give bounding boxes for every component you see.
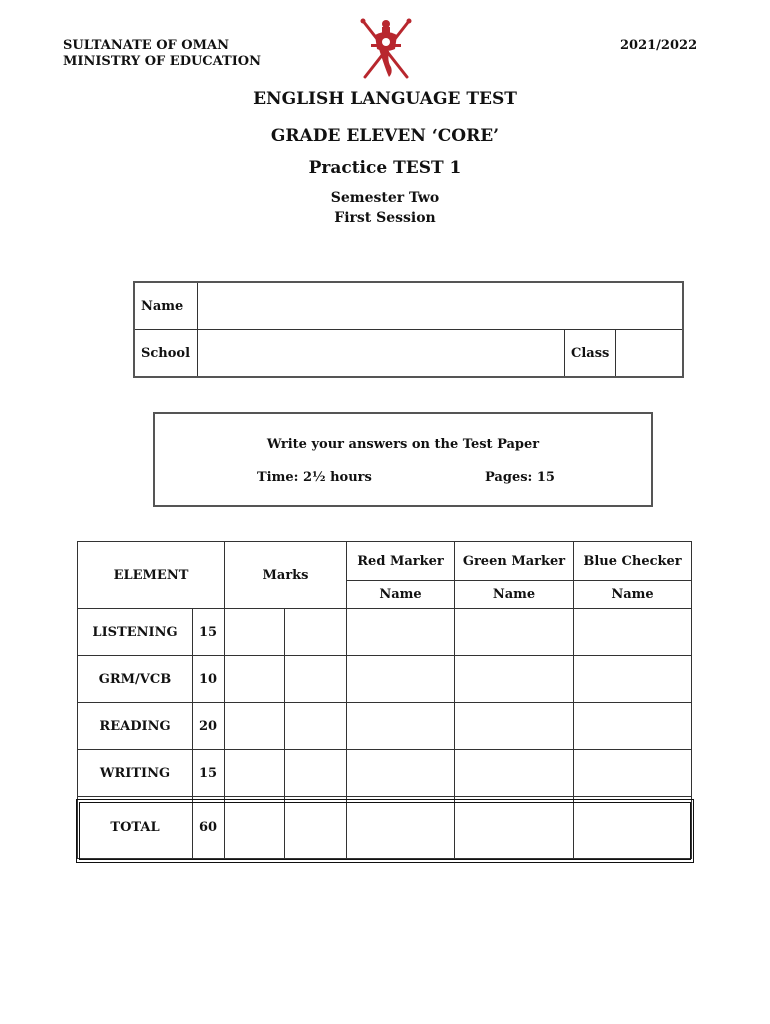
element-label: LISTENING bbox=[78, 609, 193, 656]
marks-cell[interactable] bbox=[225, 750, 285, 797]
total-label: TOTAL bbox=[78, 797, 193, 859]
blue-checker-name-label: Name bbox=[574, 581, 692, 609]
instructions-text: Write your answers on the Test Paper bbox=[266, 437, 540, 452]
red-marker-cell[interactable] bbox=[347, 797, 455, 859]
red-marker-header: Red Marker bbox=[347, 542, 455, 581]
table-row bbox=[78, 656, 692, 703]
red-marker-cell[interactable] bbox=[347, 750, 455, 797]
name-label: Name bbox=[134, 282, 198, 330]
table-row bbox=[78, 609, 692, 656]
green-marker-cell[interactable] bbox=[455, 797, 574, 859]
total-row bbox=[78, 797, 692, 859]
blue-checker-cell[interactable] bbox=[574, 750, 692, 797]
marks-cell[interactable] bbox=[285, 656, 347, 703]
academic-year: 2021/2022 bbox=[620, 38, 698, 53]
total-max-marks: 60 bbox=[193, 797, 225, 859]
marks-cell[interactable] bbox=[225, 656, 285, 703]
marks-cell[interactable] bbox=[285, 797, 347, 859]
grade-title: GRADE ELEVEN ‘CORE’ bbox=[270, 126, 500, 146]
class-field[interactable] bbox=[616, 330, 683, 378]
time-allowed: Time: 2½ hours bbox=[257, 470, 372, 485]
blue-checker-cell[interactable] bbox=[574, 656, 692, 703]
max-marks: 20 bbox=[193, 703, 225, 750]
red-marker-name-label: Name bbox=[347, 581, 455, 609]
max-marks: 10 bbox=[193, 656, 225, 703]
class-label: Class bbox=[565, 330, 616, 378]
table-row bbox=[78, 750, 692, 797]
blue-checker-cell[interactable] bbox=[574, 797, 692, 859]
green-marker-cell[interactable] bbox=[455, 750, 574, 797]
name-field[interactable] bbox=[198, 282, 684, 330]
marks-cell[interactable] bbox=[285, 703, 347, 750]
blue-checker-cell[interactable] bbox=[574, 609, 692, 656]
element-label: GRM/VCB bbox=[78, 656, 193, 703]
ministry-name: MINISTRY OF EDUCATION bbox=[63, 54, 261, 69]
page-count: Pages: 15 bbox=[485, 470, 555, 485]
marks-cell[interactable] bbox=[225, 609, 285, 656]
school-field[interactable] bbox=[198, 330, 565, 378]
semester: Semester Two bbox=[330, 190, 440, 206]
green-marker-name-label: Name bbox=[455, 581, 574, 609]
element-label: WRITING bbox=[78, 750, 193, 797]
marks-table bbox=[77, 541, 692, 859]
table-row bbox=[78, 703, 692, 750]
green-marker-cell[interactable] bbox=[455, 703, 574, 750]
country-name: SULTANATE OF OMAN bbox=[63, 38, 229, 53]
session: First Session bbox=[334, 210, 436, 226]
student-info-table bbox=[133, 281, 684, 378]
green-marker-cell[interactable] bbox=[455, 656, 574, 703]
element-header: ELEMENT bbox=[78, 542, 225, 609]
oman-emblem-icon bbox=[355, 15, 417, 83]
practice-title: Practice TEST 1 bbox=[308, 158, 462, 178]
max-marks: 15 bbox=[193, 609, 225, 656]
red-marker-cell[interactable] bbox=[347, 609, 455, 656]
marks-header: Marks bbox=[225, 542, 347, 609]
blue-checker-header: Blue Checker bbox=[574, 542, 692, 581]
marks-cell[interactable] bbox=[225, 703, 285, 750]
marks-cell[interactable] bbox=[285, 750, 347, 797]
blue-checker-cell[interactable] bbox=[574, 703, 692, 750]
test-title: ENGLISH LANGUAGE TEST bbox=[253, 89, 517, 109]
instructions-box bbox=[153, 412, 653, 507]
max-marks: 15 bbox=[193, 750, 225, 797]
red-marker-cell[interactable] bbox=[347, 703, 455, 750]
element-label: READING bbox=[78, 703, 193, 750]
school-label: School bbox=[134, 330, 198, 378]
marks-cell[interactable] bbox=[225, 797, 285, 859]
marks-cell[interactable] bbox=[285, 609, 347, 656]
green-marker-header: Green Marker bbox=[455, 542, 574, 581]
red-marker-cell[interactable] bbox=[347, 656, 455, 703]
green-marker-cell[interactable] bbox=[455, 609, 574, 656]
